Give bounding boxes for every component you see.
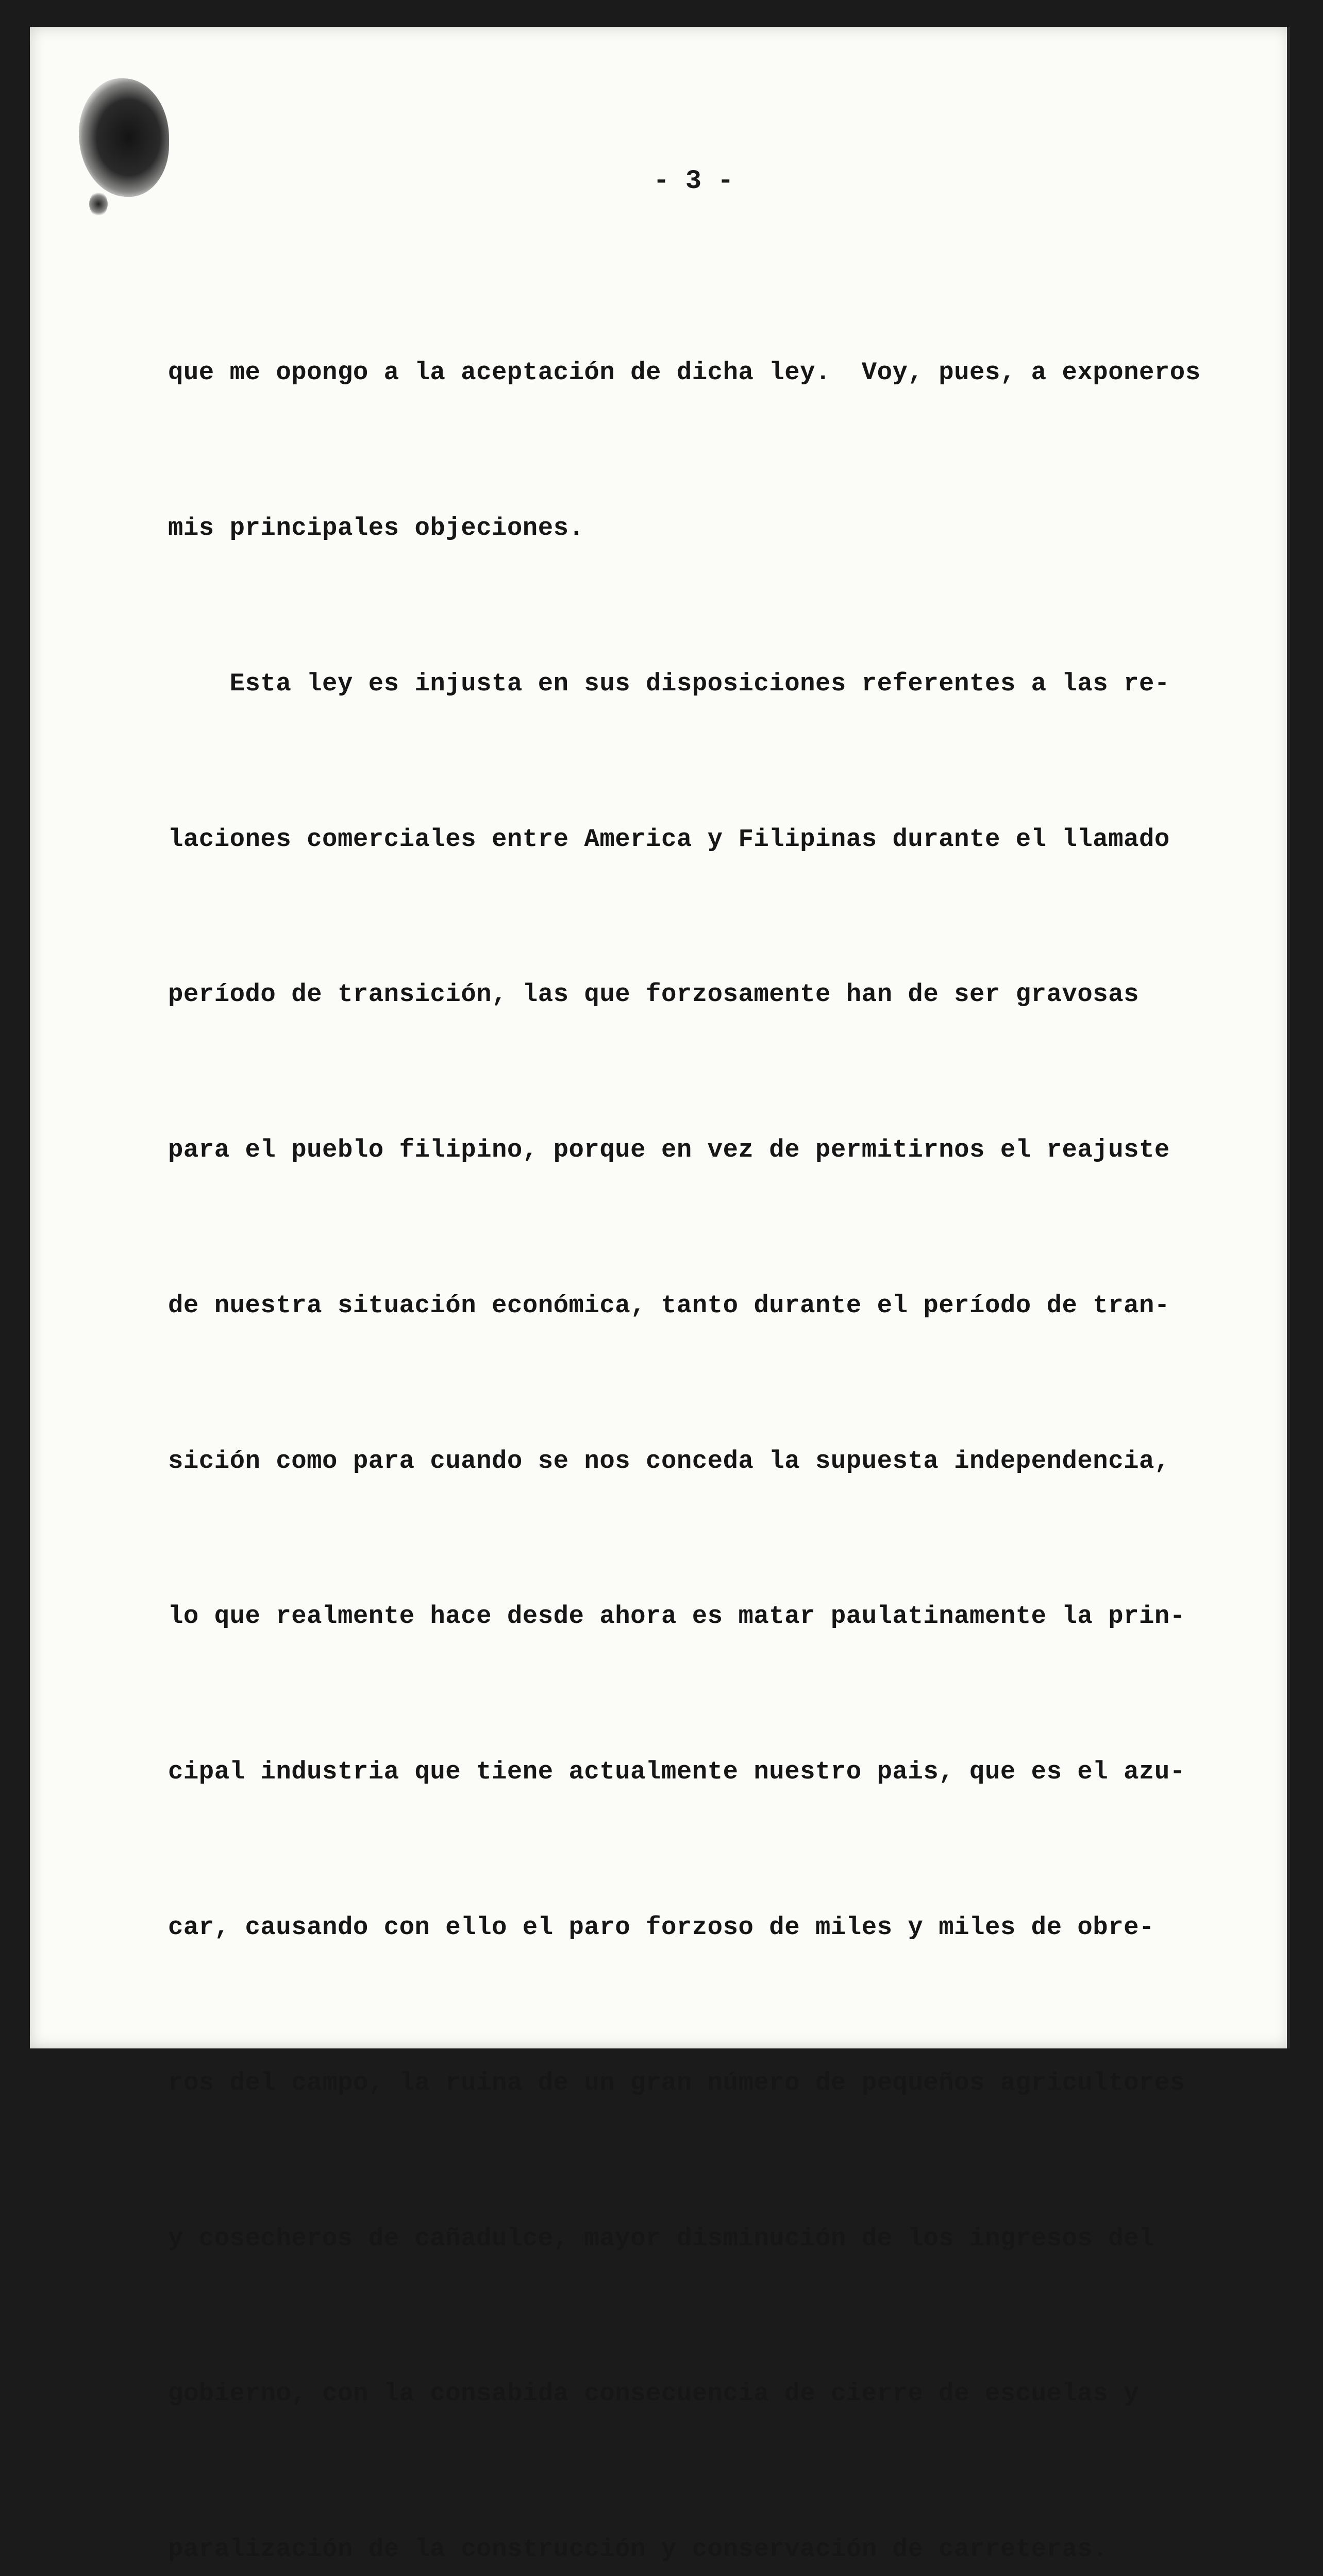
text-line: y cosecheros de cañadulce, mayor disminución de los ingresos del [168, 2224, 1154, 2253]
document-page [30, 27, 1290, 2564]
text-line: Esta ley es injusta en sus disposiciones referentes a las re- [168, 669, 1170, 698]
text-line: lo que realmente hace desde ahora es matar paulatinamente la prin- [168, 1602, 1185, 1631]
text-line: gobierno, con la consabida consecuencia de cierre de escuelas y [168, 2379, 1140, 2409]
text-line: paralización de la construcción y conservación de carreteras. [168, 2535, 1109, 2564]
text-line: para el pueblo filipino, porque en vez de permitirnos el reajuste [168, 1136, 1170, 1165]
text-line: mis principales objeciones. [168, 513, 584, 543]
text-line: sición como para cuando se nos conceda la supuesta independencia, [168, 1446, 1170, 1476]
text-line: ros del campo, la ruina de un gran número de pequeños agricultores [168, 2068, 1185, 2097]
body-text [168, 243, 1250, 2576]
text-line: período de transición, las que forzosamente han de ser gravosas [168, 980, 1140, 1009]
page-number: - 3 - [653, 166, 734, 196]
text-line: car, causando con ello el paro forzoso de miles y miles de obre- [168, 1913, 1154, 1942]
text-line: que me opongo a la aceptación de dicha ley. Voy, pues, a exponeros [168, 358, 1201, 387]
page-edge [1287, 27, 1290, 2048]
text-line: de nuestra situación económica, tanto durante el período de tran- [168, 1291, 1170, 1320]
text-line: laciones comerciales entre America y Filipinas durante el llamado [168, 824, 1170, 854]
text-line: cipal industria que tiene actualmente nuestro pais, que es el azu- [168, 1757, 1185, 1787]
